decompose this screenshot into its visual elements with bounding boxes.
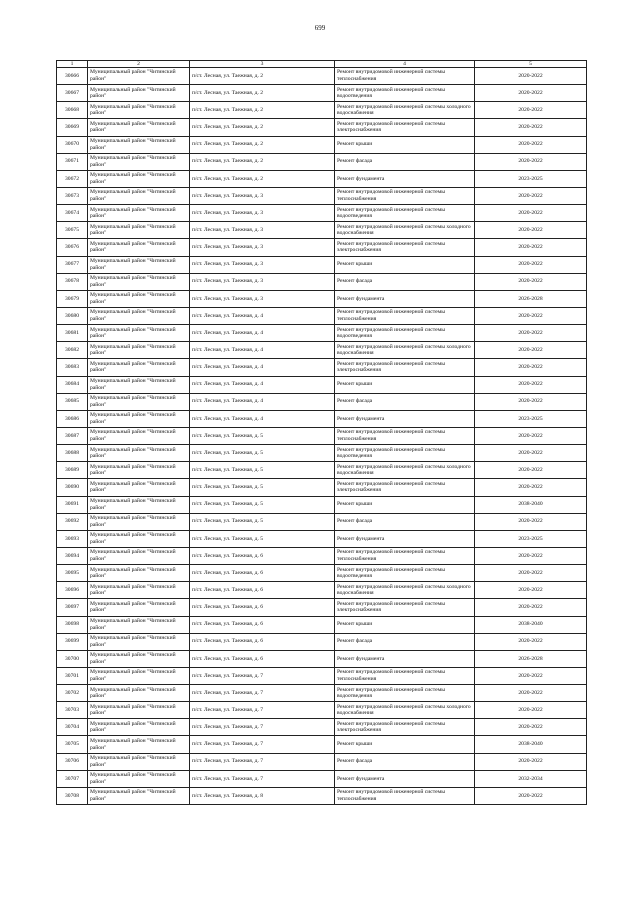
period-cell: 2020-2022 (475, 136, 587, 153)
table-row (57, 153, 587, 170)
table-body (57, 61, 587, 805)
address-cell: п/ст. Лесная, ул. Таежная, д. 7 (190, 736, 335, 753)
table-row (57, 376, 587, 393)
row-number: 30688 (57, 445, 88, 462)
period-cell: 2032-2034 (475, 770, 587, 787)
work-type-cell: Ремонт внутридомовой инженерной системы теплоснабжения (335, 787, 475, 804)
row-number: 30708 (57, 787, 88, 804)
row-number: 30675 (57, 222, 88, 239)
column-header: 1 (57, 61, 88, 68)
work-type-cell: Ремонт фасада (335, 513, 475, 530)
table-row (57, 85, 587, 102)
table-row (57, 410, 587, 427)
period-cell: 2038-2040 (475, 616, 587, 633)
period-cell: 2020-2022 (475, 667, 587, 684)
address-cell: п/ст. Лесная, ул. Таежная, д. 6 (190, 650, 335, 667)
municipality-cell: Муниципальный район "Читинский район" (88, 736, 190, 753)
row-number: 30703 (57, 702, 88, 719)
address-cell: п/ст. Лесная, ул. Таежная, д. 3 (190, 256, 335, 273)
period-cell: 2020-2022 (475, 119, 587, 136)
address-cell: п/ст. Лесная, ул. Таежная, д. 4 (190, 342, 335, 359)
row-number: 30701 (57, 667, 88, 684)
row-number: 30702 (57, 685, 88, 702)
period-cell: 2020-2022 (475, 205, 587, 222)
table-row (57, 582, 587, 599)
work-type-cell: Ремонт крыши (335, 136, 475, 153)
municipality-cell: Муниципальный район "Читинский район" (88, 153, 190, 170)
work-type-cell: Ремонт фундамента (335, 170, 475, 187)
table-row (57, 205, 587, 222)
work-type-cell: Ремонт внутридомовой инженерной системы холодного водоснабжения (335, 462, 475, 479)
work-type-cell: Ремонт внутридомовой инженерной системы теплоснабжения (335, 547, 475, 564)
address-cell: п/ст. Лесная, ул. Таежная, д. 3 (190, 290, 335, 307)
work-type-cell: Ремонт внутридомовой инженерной системы теплоснабжения (335, 427, 475, 444)
municipality-cell: Муниципальный район "Читинский район" (88, 565, 190, 582)
work-type-cell: Ремонт внутридомовой инженерной системы электроснабжения (335, 599, 475, 616)
municipality-cell: Муниципальный район "Читинский район" (88, 359, 190, 376)
table-row (57, 273, 587, 290)
municipality-cell: Муниципальный район "Читинский район" (88, 342, 190, 359)
work-type-cell: Ремонт внутридомовой инженерной системы водоотведения (335, 445, 475, 462)
table-row (57, 513, 587, 530)
address-cell: п/ст. Лесная, ул. Таежная, д. 6 (190, 565, 335, 582)
table-row (57, 496, 587, 513)
period-cell: 2020-2022 (475, 702, 587, 719)
period-cell: 2020-2022 (475, 445, 587, 462)
work-type-cell: Ремонт внутридомовой инженерной системы холодного водоснабжения (335, 222, 475, 239)
row-number: 30700 (57, 650, 88, 667)
row-number: 30673 (57, 187, 88, 204)
row-number: 30679 (57, 290, 88, 307)
address-cell: п/ст. Лесная, ул. Таежная, д. 2 (190, 170, 335, 187)
municipality-cell: Муниципальный район "Читинский район" (88, 170, 190, 187)
period-cell: 2020-2022 (475, 153, 587, 170)
column-header: 2 (88, 61, 190, 68)
table-row (57, 685, 587, 702)
period-cell: 2020-2022 (475, 393, 587, 410)
work-type-cell: Ремонт фасада (335, 633, 475, 650)
table-row (57, 565, 587, 582)
period-cell: 2020-2022 (475, 547, 587, 564)
municipality-cell: Муниципальный район "Читинский район" (88, 633, 190, 650)
work-type-cell: Ремонт внутридомовой инженерной системы холодного водоснабжения (335, 342, 475, 359)
municipality-cell: Муниципальный район "Читинский район" (88, 702, 190, 719)
work-type-cell: Ремонт крыши (335, 376, 475, 393)
address-cell: п/ст. Лесная, ул. Таежная, д. 3 (190, 239, 335, 256)
row-number: 30705 (57, 736, 88, 753)
period-cell: 2026-2028 (475, 290, 587, 307)
work-type-cell: Ремонт внутридомовой инженерной системы электроснабжения (335, 479, 475, 496)
work-type-cell: Ремонт внутридомовой инженерной системы холодного водоснабжения (335, 702, 475, 719)
period-cell: 2020-2022 (475, 685, 587, 702)
municipality-cell: Муниципальный район "Читинский район" (88, 307, 190, 324)
work-type-cell: Ремонт крыши (335, 736, 475, 753)
row-number: 30695 (57, 565, 88, 582)
address-cell: п/ст. Лесная, ул. Таежная, д. 2 (190, 85, 335, 102)
municipality-cell: Муниципальный район "Читинский район" (88, 222, 190, 239)
period-cell: 2020-2022 (475, 462, 587, 479)
municipality-cell: Муниципальный район "Читинский район" (88, 582, 190, 599)
row-number: 30697 (57, 599, 88, 616)
row-number: 30678 (57, 273, 88, 290)
municipality-cell: Муниципальный район "Читинский район" (88, 547, 190, 564)
address-cell: п/ст. Лесная, ул. Таежная, д. 4 (190, 376, 335, 393)
address-cell: п/ст. Лесная, ул. Таежная, д. 5 (190, 496, 335, 513)
work-type-cell: Ремонт фасада (335, 753, 475, 770)
period-cell: 2020-2022 (475, 599, 587, 616)
address-cell: п/ст. Лесная, ул. Таежная, д. 6 (190, 582, 335, 599)
row-number: 30693 (57, 530, 88, 547)
work-type-cell: Ремонт фундамента (335, 530, 475, 547)
municipality-cell: Муниципальный район "Читинский район" (88, 787, 190, 804)
work-type-cell: Ремонт внутридомовой инженерной системы электроснабжения (335, 119, 475, 136)
row-number: 30669 (57, 119, 88, 136)
address-cell: п/ст. Лесная, ул. Таежная, д. 7 (190, 667, 335, 684)
address-cell: п/ст. Лесная, ул. Таежная, д. 3 (190, 205, 335, 222)
table-row (57, 667, 587, 684)
address-cell: п/ст. Лесная, ул. Таежная, д. 5 (190, 427, 335, 444)
period-cell: 2020-2022 (475, 307, 587, 324)
table-row (57, 427, 587, 444)
address-cell: п/ст. Лесная, ул. Таежная, д. 2 (190, 102, 335, 119)
address-cell: п/ст. Лесная, ул. Таежная, д. 2 (190, 136, 335, 153)
municipality-cell: Муниципальный район "Читинский район" (88, 68, 190, 85)
period-cell: 2026-2028 (475, 650, 587, 667)
row-number: 30684 (57, 376, 88, 393)
work-type-cell: Ремонт внутридомовой инженерной системы водоотведения (335, 685, 475, 702)
table-row (57, 702, 587, 719)
period-cell: 2023-2025 (475, 170, 587, 187)
municipality-cell: Муниципальный район "Читинский район" (88, 205, 190, 222)
row-number: 30682 (57, 342, 88, 359)
municipality-cell: Муниципальный район "Читинский район" (88, 445, 190, 462)
capital-repair-table (56, 60, 587, 805)
municipality-cell: Муниципальный район "Читинский район" (88, 719, 190, 736)
table-row (57, 342, 587, 359)
period-cell: 2020-2022 (475, 582, 587, 599)
municipality-cell: Муниципальный район "Читинский район" (88, 290, 190, 307)
page-number: 699 (314, 24, 326, 32)
row-number: 30690 (57, 479, 88, 496)
table-row (57, 650, 587, 667)
work-type-cell: Ремонт внутридомовой инженерной системы водоотведения (335, 565, 475, 582)
municipality-cell: Муниципальный район "Читинский район" (88, 393, 190, 410)
period-cell: 2020-2022 (475, 376, 587, 393)
address-cell: п/ст. Лесная, ул. Таежная, д. 2 (190, 153, 335, 170)
municipality-cell: Муниципальный район "Читинский район" (88, 462, 190, 479)
address-cell: п/ст. Лесная, ул. Таежная, д. 2 (190, 119, 335, 136)
work-type-cell: Ремонт фасада (335, 393, 475, 410)
work-type-cell: Ремонт внутридомовой инженерной системы теплоснабжения (335, 307, 475, 324)
table-row (57, 170, 587, 187)
work-type-cell: Ремонт фасада (335, 273, 475, 290)
table-row (57, 222, 587, 239)
municipality-cell: Муниципальный район "Читинский район" (88, 685, 190, 702)
period-cell: 2023-2025 (475, 410, 587, 427)
period-cell: 2020-2022 (475, 85, 587, 102)
table-row (57, 633, 587, 650)
address-cell: п/ст. Лесная, ул. Таежная, д. 5 (190, 445, 335, 462)
address-cell: п/ст. Лесная, ул. Таежная, д. 7 (190, 770, 335, 787)
work-type-cell: Ремонт внутридомовой инженерной системы холодного водоснабжения (335, 582, 475, 599)
period-cell: 2020-2022 (475, 342, 587, 359)
municipality-cell: Муниципальный район "Читинский район" (88, 273, 190, 290)
row-number: 30696 (57, 582, 88, 599)
work-type-cell: Ремонт внутридомовой инженерной системы холодного водоснабжения (335, 102, 475, 119)
table-row (57, 445, 587, 462)
table-row (57, 239, 587, 256)
period-cell: 2020-2022 (475, 222, 587, 239)
row-number: 30704 (57, 719, 88, 736)
municipality-cell: Муниципальный район "Читинский район" (88, 599, 190, 616)
municipality-cell: Муниципальный район "Читинский район" (88, 753, 190, 770)
work-type-cell: Ремонт внутридомовой инженерной системы теплоснабжения (335, 667, 475, 684)
municipality-cell: Муниципальный район "Читинский район" (88, 376, 190, 393)
address-cell: п/ст. Лесная, ул. Таежная, д. 7 (190, 685, 335, 702)
address-cell: п/ст. Лесная, ул. Таежная, д. 2 (190, 68, 335, 85)
municipality-cell: Муниципальный район "Читинский район" (88, 427, 190, 444)
row-number: 30699 (57, 633, 88, 650)
work-type-cell: Ремонт фундамента (335, 290, 475, 307)
municipality-cell: Муниципальный район "Читинский район" (88, 102, 190, 119)
row-number: 30707 (57, 770, 88, 787)
address-cell: п/ст. Лесная, ул. Таежная, д. 8 (190, 787, 335, 804)
address-cell: п/ст. Лесная, ул. Таежная, д. 5 (190, 513, 335, 530)
municipality-cell: Муниципальный район "Читинский район" (88, 187, 190, 204)
table-row (57, 599, 587, 616)
table-row (57, 479, 587, 496)
row-number: 30694 (57, 547, 88, 564)
municipality-cell: Муниципальный район "Читинский район" (88, 667, 190, 684)
work-type-cell: Ремонт внутридомовой инженерной системы теплоснабжения (335, 68, 475, 85)
municipality-cell: Муниципальный район "Читинский район" (88, 650, 190, 667)
work-type-cell: Ремонт внутридомовой инженерной системы водоотведения (335, 325, 475, 342)
municipality-cell: Муниципальный район "Читинский район" (88, 616, 190, 633)
table-row (57, 307, 587, 324)
row-number: 30672 (57, 170, 88, 187)
table-row (57, 290, 587, 307)
address-cell: п/ст. Лесная, ул. Таежная, д. 3 (190, 222, 335, 239)
table-row (57, 256, 587, 273)
period-cell: 2020-2022 (475, 239, 587, 256)
period-cell: 2020-2022 (475, 256, 587, 273)
address-cell: п/ст. Лесная, ул. Таежная, д. 7 (190, 753, 335, 770)
period-cell: 2020-2022 (475, 479, 587, 496)
column-header: 3 (190, 61, 335, 68)
period-cell: 2020-2022 (475, 359, 587, 376)
row-number: 30677 (57, 256, 88, 273)
period-cell: 2020-2022 (475, 719, 587, 736)
municipality-cell: Муниципальный район "Читинский район" (88, 479, 190, 496)
period-cell: 2020-2022 (475, 273, 587, 290)
municipality-cell: Муниципальный район "Читинский район" (88, 325, 190, 342)
municipality-cell: Муниципальный район "Читинский район" (88, 239, 190, 256)
period-cell: 2020-2022 (475, 102, 587, 119)
table-row (57, 136, 587, 153)
row-number: 30686 (57, 410, 88, 427)
row-number: 30666 (57, 68, 88, 85)
address-cell: п/ст. Лесная, ул. Таежная, д. 5 (190, 462, 335, 479)
period-cell: 2020-2022 (475, 787, 587, 804)
table-row (57, 616, 587, 633)
period-cell: 2023-2025 (475, 530, 587, 547)
period-cell: 2020-2022 (475, 68, 587, 85)
table-row (57, 753, 587, 770)
address-cell: п/ст. Лесная, ул. Таежная, д. 4 (190, 307, 335, 324)
address-cell: п/ст. Лесная, ул. Таежная, д. 4 (190, 359, 335, 376)
row-number: 30683 (57, 359, 88, 376)
address-cell: п/ст. Лесная, ул. Таежная, д. 5 (190, 530, 335, 547)
work-type-cell: Ремонт фундамента (335, 770, 475, 787)
table-row (57, 359, 587, 376)
work-type-cell: Ремонт крыши (335, 616, 475, 633)
municipality-cell: Муниципальный район "Читинский район" (88, 119, 190, 136)
table-row (57, 68, 587, 85)
column-header-row (57, 61, 587, 68)
work-type-cell: Ремонт фундамента (335, 650, 475, 667)
work-type-cell: Ремонт внутридомовой инженерной системы электроснабжения (335, 239, 475, 256)
table-row (57, 325, 587, 342)
row-number: 30698 (57, 616, 88, 633)
table-row (57, 547, 587, 564)
column-header: 5 (475, 61, 587, 68)
table-row (57, 462, 587, 479)
municipality-cell: Муниципальный район "Читинский район" (88, 513, 190, 530)
row-number: 30680 (57, 307, 88, 324)
row-number: 30676 (57, 239, 88, 256)
period-cell: 2020-2022 (475, 187, 587, 204)
municipality-cell: Муниципальный район "Читинский район" (88, 530, 190, 547)
address-cell: п/ст. Лесная, ул. Таежная, д. 4 (190, 393, 335, 410)
table-row (57, 719, 587, 736)
address-cell: п/ст. Лесная, ул. Таежная, д. 4 (190, 325, 335, 342)
table-row (57, 102, 587, 119)
period-cell: 2020-2022 (475, 565, 587, 582)
row-number: 30685 (57, 393, 88, 410)
row-number: 30674 (57, 205, 88, 222)
row-number: 30668 (57, 102, 88, 119)
table-row (57, 736, 587, 753)
period-cell: 2020-2022 (475, 427, 587, 444)
work-type-cell: Ремонт внутридомовой инженерной системы водоотведения (335, 85, 475, 102)
municipality-cell: Муниципальный район "Читинский район" (88, 256, 190, 273)
address-cell: п/ст. Лесная, ул. Таежная, д. 6 (190, 599, 335, 616)
row-number: 30667 (57, 85, 88, 102)
work-type-cell: Ремонт фасада (335, 153, 475, 170)
period-cell: 2038-2040 (475, 736, 587, 753)
address-cell: п/ст. Лесная, ул. Таежная, д. 7 (190, 702, 335, 719)
column-header: 4 (335, 61, 475, 68)
row-number: 30671 (57, 153, 88, 170)
period-cell: 2038-2040 (475, 496, 587, 513)
work-type-cell: Ремонт крыши (335, 496, 475, 513)
table-row (57, 770, 587, 787)
row-number: 30670 (57, 136, 88, 153)
row-number: 30692 (57, 513, 88, 530)
municipality-cell: Муниципальный район "Читинский район" (88, 496, 190, 513)
table-row (57, 187, 587, 204)
row-number: 30689 (57, 462, 88, 479)
row-number: 30687 (57, 427, 88, 444)
address-cell: п/ст. Лесная, ул. Таежная, д. 3 (190, 273, 335, 290)
work-type-cell: Ремонт внутридомовой инженерной системы электроснабжения (335, 359, 475, 376)
work-type-cell: Ремонт внутридомовой инженерной системы теплоснабжения (335, 187, 475, 204)
work-type-cell: Ремонт внутридомовой инженерной системы электроснабжения (335, 719, 475, 736)
period-cell: 2020-2022 (475, 325, 587, 342)
period-cell: 2020-2022 (475, 633, 587, 650)
municipality-cell: Муниципальный район "Читинский район" (88, 410, 190, 427)
municipality-cell: Муниципальный район "Читинский район" (88, 85, 190, 102)
address-cell: п/ст. Лесная, ул. Таежная, д. 6 (190, 547, 335, 564)
period-cell: 2020-2022 (475, 753, 587, 770)
municipality-cell: Муниципальный район "Читинский район" (88, 136, 190, 153)
address-cell: п/ст. Лесная, ул. Таежная, д. 7 (190, 719, 335, 736)
work-type-cell: Ремонт внутридомовой инженерной системы водоотведения (335, 205, 475, 222)
address-cell: п/ст. Лесная, ул. Таежная, д. 3 (190, 187, 335, 204)
table-row (57, 530, 587, 547)
municipality-cell: Муниципальный район "Читинский район" (88, 770, 190, 787)
row-number: 30691 (57, 496, 88, 513)
address-cell: п/ст. Лесная, ул. Таежная, д. 4 (190, 410, 335, 427)
period-cell: 2020-2022 (475, 513, 587, 530)
row-number: 30706 (57, 753, 88, 770)
address-cell: п/ст. Лесная, ул. Таежная, д. 6 (190, 633, 335, 650)
table-row (57, 393, 587, 410)
address-cell: п/ст. Лесная, ул. Таежная, д. 6 (190, 616, 335, 633)
work-type-cell: Ремонт крыши (335, 256, 475, 273)
address-cell: п/ст. Лесная, ул. Таежная, д. 5 (190, 479, 335, 496)
work-type-cell: Ремонт фундамента (335, 410, 475, 427)
table-row (57, 119, 587, 136)
table-row (57, 787, 587, 804)
row-number: 30681 (57, 325, 88, 342)
